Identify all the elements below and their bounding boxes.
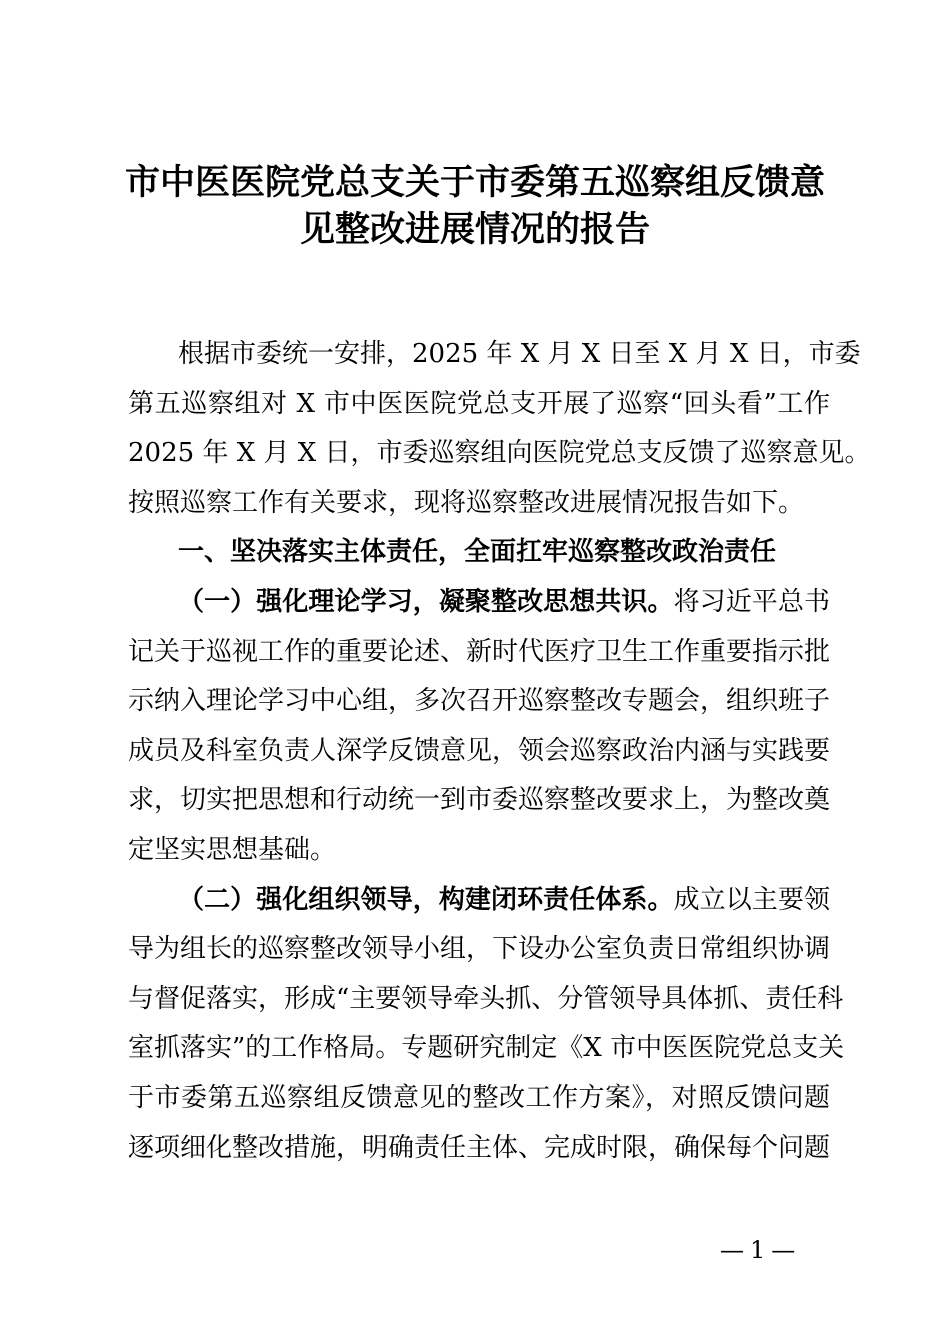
text-line <box>128 876 830 926</box>
body-text: 根据市委统一安排，2025 年 X 月 X 日至 X 月 X 日，市委 <box>178 339 861 369</box>
bold-heading-text: （二）强化组织领导，构建闭环责任体系。 <box>178 884 674 915</box>
title-line-2: 见整改进展情况的报告 <box>299 210 650 250</box>
text-line <box>128 925 830 975</box>
body-text: 将习近平总书 <box>673 586 830 617</box>
body-text: 第五巡察组对 X 市中医医院党总支开展了巡察“回头看”工作 <box>128 388 830 419</box>
body-text: 按照巡察工作有关要求，现将巡察整改进展情况报告如下。 <box>128 487 805 518</box>
document-body <box>128 330 871 1173</box>
body-text: 2025 年 X 月 X 日，市委巡察组向医院党总支反馈了巡察意见。 <box>128 438 871 469</box>
text-line <box>128 578 830 628</box>
text-line <box>128 1024 845 1074</box>
bold-heading-text: 一、坚决落实主体责任，全面扛牢巡察整改政治责任 <box>178 537 777 568</box>
text-line <box>128 628 830 678</box>
document-title <box>0 160 950 254</box>
text-line <box>128 776 830 826</box>
text-line <box>128 429 871 479</box>
title-line-1: 市中医医院党总支关于市委第五巡察组反馈意 <box>124 163 825 203</box>
text-line <box>128 826 830 876</box>
text-line <box>128 727 830 777</box>
text-line <box>128 330 861 380</box>
page-number: —1— <box>720 1236 802 1264</box>
body-text: 于市委第五巡察组反馈意见的整改工作方案》，对照反馈问题 <box>128 1082 830 1113</box>
body-text: 定坚实思想基础。 <box>128 834 337 865</box>
text-line <box>128 975 844 1025</box>
text-line <box>128 1124 830 1174</box>
body-text: 成立以主要领 <box>673 884 830 915</box>
text-line <box>128 677 830 727</box>
body-text: 导为组长的巡察整改领导小组，下设办公室负责日常组织协调 <box>128 934 831 965</box>
body-text: 室抓落实”的工作格局。专题研究制定《X 市中医医院党总支关 <box>128 1033 845 1064</box>
body-text: 成员及科室负责人深学反馈意见，领会巡察政治内涵与实践要 <box>128 735 831 766</box>
body-text: 示纳入理论学习中心组，多次召开巡察整改专题会，组织班子 <box>128 686 831 717</box>
text-line <box>128 479 830 529</box>
body-text: 逐项细化整改措施，明确责任主体、完成时限，确保每个问题 <box>128 1132 831 1163</box>
text-line <box>128 1074 830 1124</box>
text-line <box>128 528 830 578</box>
body-text: 与督促落实，形成“主要领导牵头抓、分管领导具体抓、责任科 <box>128 983 844 1014</box>
body-text: 求，切实把思想和行动统一到市委巡察整改要求上，为整改奠 <box>128 785 831 816</box>
text-line <box>128 380 830 430</box>
body-text: 记关于巡视工作的重要论述、新时代医疗卫生工作重要指示批 <box>128 636 831 667</box>
bold-heading-text: （一）强化理论学习，凝聚整改思想共识。 <box>178 586 674 617</box>
